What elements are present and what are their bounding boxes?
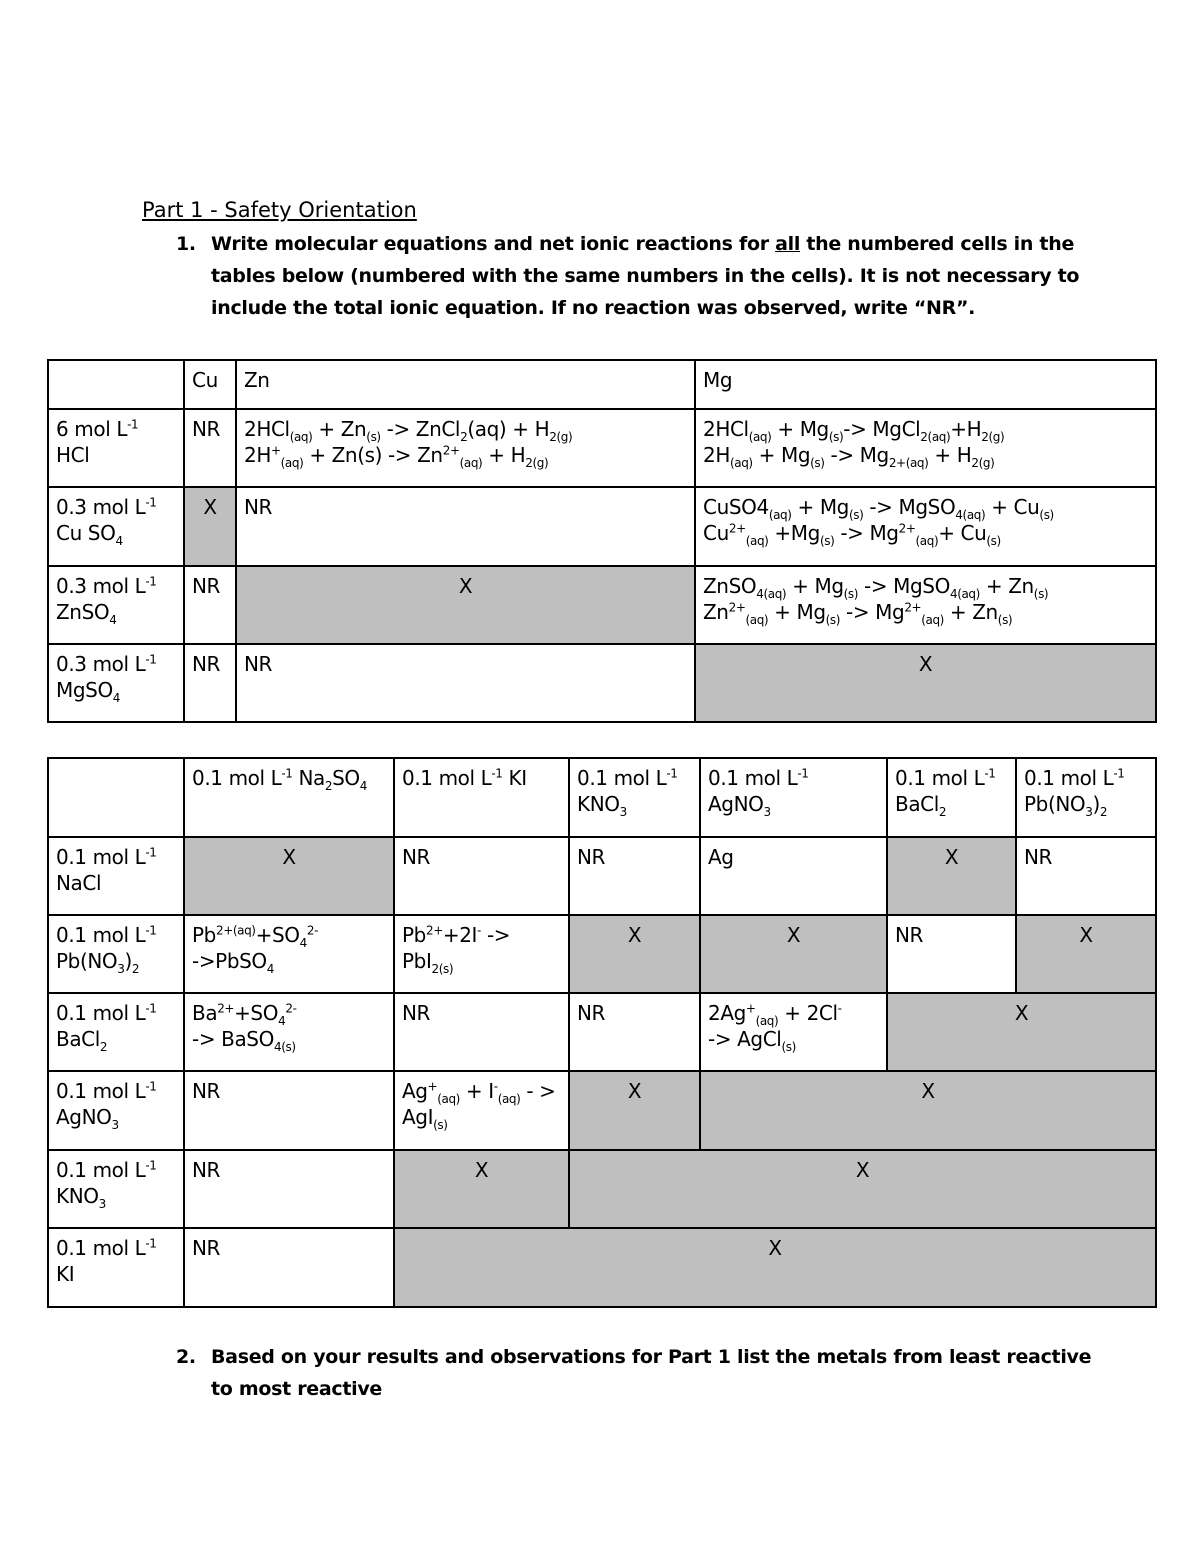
table-row xyxy=(48,409,1156,487)
equation-molecular: ZnSO$_{4(aq)}$ + $Mg_{(s)}$ -> MgSO$_{4(aq)}$ + $Zn_{(s)}$ xyxy=(703,574,1049,601)
header-cell-empty xyxy=(48,360,184,409)
table-row xyxy=(48,993,1156,1071)
table-row xyxy=(48,837,1156,915)
header-cell-empty xyxy=(48,758,184,837)
cell-nacl-agno3: Ag xyxy=(700,837,887,915)
cell-bacl2-kno3: NR xyxy=(569,993,700,1071)
cell-agno3-ki xyxy=(394,1071,569,1150)
equation-net-ionic: $Cu^{2+}_{(aq)} +Mg_{(s)} -> Mg^{2+}_{(aq)}+ Cu_{(s)}$ xyxy=(703,521,1001,548)
header-cell-cu: Cu xyxy=(184,360,236,409)
cell-bacl2-na2so4 xyxy=(184,993,394,1071)
cell-znso4-zn: X xyxy=(236,566,695,644)
header-cell-pbno32: 0.1 mol $L^{-1}$ $Pb(NO_3)_2$ xyxy=(1016,758,1156,837)
equation-line-1: $Pb^{2+}+2I^-$ -> xyxy=(402,923,511,947)
cell-mgso4-cu: NR xyxy=(184,644,236,722)
row-label-cuso4: 0.3 mol $L^{-1}$ Cu $SO_4$ xyxy=(48,487,184,566)
equation-line-1: $Ba^{2+}+SO_4^{2-}$ xyxy=(192,1001,297,1028)
cell-mgso4-mg: X xyxy=(695,644,1156,722)
cell-cuso4-cu: X xyxy=(184,487,236,566)
row-label-pbno32: 0.1 mol $L^{-1}$ $Pb(NO_3)_2$ xyxy=(48,915,184,993)
header-cell-mg: Mg xyxy=(695,360,1156,409)
cell-nacl-bacl2: X xyxy=(887,837,1016,915)
cell-hcl-zn xyxy=(236,409,695,487)
cell-pbno32-ki xyxy=(394,915,569,993)
equation-net-ionic: $2H^+_{(aq)} + Zn(s) -> Zn^{2+}_{(aq)} + H_{2(g)}$ xyxy=(244,443,549,470)
cell-pbno32-agno3: X xyxy=(700,915,887,993)
equation-molecular: $2HCl_{(aq)} + Mg_{(s)}->$ $MgCl_{2(aq)}+H_{2(g)}$ xyxy=(703,417,1005,444)
cell-hcl-cu: NR xyxy=(184,409,236,487)
question-2-number: 2. xyxy=(176,1346,196,1368)
row-label-mgso4: 0.3 mol $L^{-1}$ MgSO$_4$ xyxy=(48,644,184,722)
table-row xyxy=(48,1150,1156,1228)
cell-agno3-na2so4: NR xyxy=(184,1071,394,1150)
question-1-text: Write molecular equations and net ionic reactions for all the numbered cells in the tables below (numbered with the same numbers in the cells). It is not necessary to include the total ionic equation. If no reaction was observed, write “NR”. xyxy=(211,233,1080,319)
table-header-row xyxy=(48,758,1156,837)
cell-pbno32-na2so4 xyxy=(184,915,394,993)
cell-hcl-mg xyxy=(695,409,1156,487)
header-cell-bacl2: 0.1 mol $L^{-1}$ BaCl$_2$ xyxy=(887,758,1016,837)
cell-ki-merged: X xyxy=(394,1228,1156,1307)
equation-line-2: ->PbSO$_4$ xyxy=(192,949,275,976)
row-label-ki: 0.1 mol $L^{-1}$ KI xyxy=(48,1228,184,1307)
table-row xyxy=(48,915,1156,993)
equation-line-2: -> BaSO$_{4(s)}$ xyxy=(192,1027,296,1054)
cell-bacl2-agno3 xyxy=(700,993,887,1071)
table-row xyxy=(48,487,1156,566)
table-header-row xyxy=(48,360,1156,409)
row-label-nacl: 0.1 mol $L^{-1}$ NaCl xyxy=(48,837,184,915)
row-label-bacl2: 0.1 mol $L^{-1}$ BaCl$_2$ xyxy=(48,993,184,1071)
cell-znso4-mg xyxy=(695,566,1156,644)
cell-kno3-na2so4: NR xyxy=(184,1150,394,1228)
cell-kno3-merged: X xyxy=(569,1150,1156,1228)
table-row xyxy=(48,1228,1156,1307)
header-cell-zn: Zn xyxy=(236,360,695,409)
row-label-hcl: 6 mol $L^{-1}$ HCl xyxy=(48,409,184,487)
metal-reactivity-table xyxy=(47,359,1157,723)
equation-line-1: $Ag^+_{(aq)} + I^-_{(aq)}$ - > xyxy=(402,1079,556,1106)
cell-agno3-merged: X xyxy=(700,1071,1156,1150)
question-2-text: Based on your results and observations for Part 1 list the metals from least reactive to most reactive xyxy=(211,1346,1092,1400)
cell-nacl-ki: NR xyxy=(394,837,569,915)
table-row xyxy=(48,644,1156,722)
equation-line-2: AgI$_{(s)}$ xyxy=(402,1105,448,1132)
cell-bacl2-ki: NR xyxy=(394,993,569,1071)
equation-net-ionic: $Zn^{2+}_{(aq)} + Mg_{(s)} -> Mg^{2+}_{(aq)} + Zn_{(s)}$ xyxy=(703,600,1013,627)
cell-nacl-na2so4: X xyxy=(184,837,394,915)
equation-molecular: $CuSO4_{(aq)} + Mg_{(s)}$ -> MgSO$_{4(aq)}$ + $Cu_{(s)}$ xyxy=(703,495,1054,522)
header-cell-na2so4: 0.1 mol $L^{-1}$ $Na_2SO_4$ xyxy=(184,758,394,837)
table-row xyxy=(48,566,1156,644)
cell-pbno32-bacl2: NR xyxy=(887,915,1016,993)
cell-pbno32-pbno32: X xyxy=(1016,915,1156,993)
equation-line-1: $Pb^{2+(aq)}+SO_4^{2-}$ xyxy=(192,923,319,950)
equation-line-2: -> AgCl$_{(s)}$ xyxy=(708,1027,796,1054)
cell-nacl-kno3: NR xyxy=(569,837,700,915)
question-1-number: 1. xyxy=(176,233,196,255)
equation-net-ionic: $2H_{(aq)} + Mg_{(s)} -> Mg_{2+(aq)} + H_{2(g)}$ xyxy=(703,443,995,470)
header-cell-ki: 0.1 mol $L^{-1}$ KI xyxy=(394,758,569,837)
cell-ki-na2so4: NR xyxy=(184,1228,394,1307)
cell-bacl2-merged: X xyxy=(887,993,1156,1071)
cell-cuso4-zn: NR xyxy=(236,487,695,566)
table-row xyxy=(48,1071,1156,1150)
header-cell-kno3: 0.1 mol $L^{-1}$ $KNO_3$ xyxy=(569,758,700,837)
equation-molecular: $2HCl_{(aq)} + Zn_{(s)}$ -> ZnCl$_2$(aq) + $H_{2(g)}$ xyxy=(244,417,573,444)
cell-kno3-ki: X xyxy=(394,1150,569,1228)
cell-mgso4-zn: NR xyxy=(236,644,695,722)
row-label-agno3: 0.1 mol $L^{-1}$ AgNO$_3$ xyxy=(48,1071,184,1150)
cell-cuso4-mg xyxy=(695,487,1156,566)
page-heading: Part 1 - Safety Orientation xyxy=(142,198,417,222)
header-cell-agno3: 0.1 mol $L^{-1}$ AgNO$_3$ xyxy=(700,758,887,837)
equation-line-1: $2Ag^+_{(aq)} + 2Cl^-$ xyxy=(708,1001,842,1028)
precipitation-table xyxy=(47,757,1157,1308)
cell-pbno32-kno3: X xyxy=(569,915,700,993)
equation-line-2: PbI$_{2(s)}$ xyxy=(402,949,454,976)
cell-agno3-kno3: X xyxy=(569,1071,700,1150)
row-label-kno3: 0.1 mol $L^{-1}$ $KNO_3$ xyxy=(48,1150,184,1228)
cell-znso4-cu: NR xyxy=(184,566,236,644)
cell-nacl-pbno32: NR xyxy=(1016,837,1156,915)
row-label-znso4: 0.3 mol $L^{-1}$ ZnSO$_4$ xyxy=(48,566,184,644)
